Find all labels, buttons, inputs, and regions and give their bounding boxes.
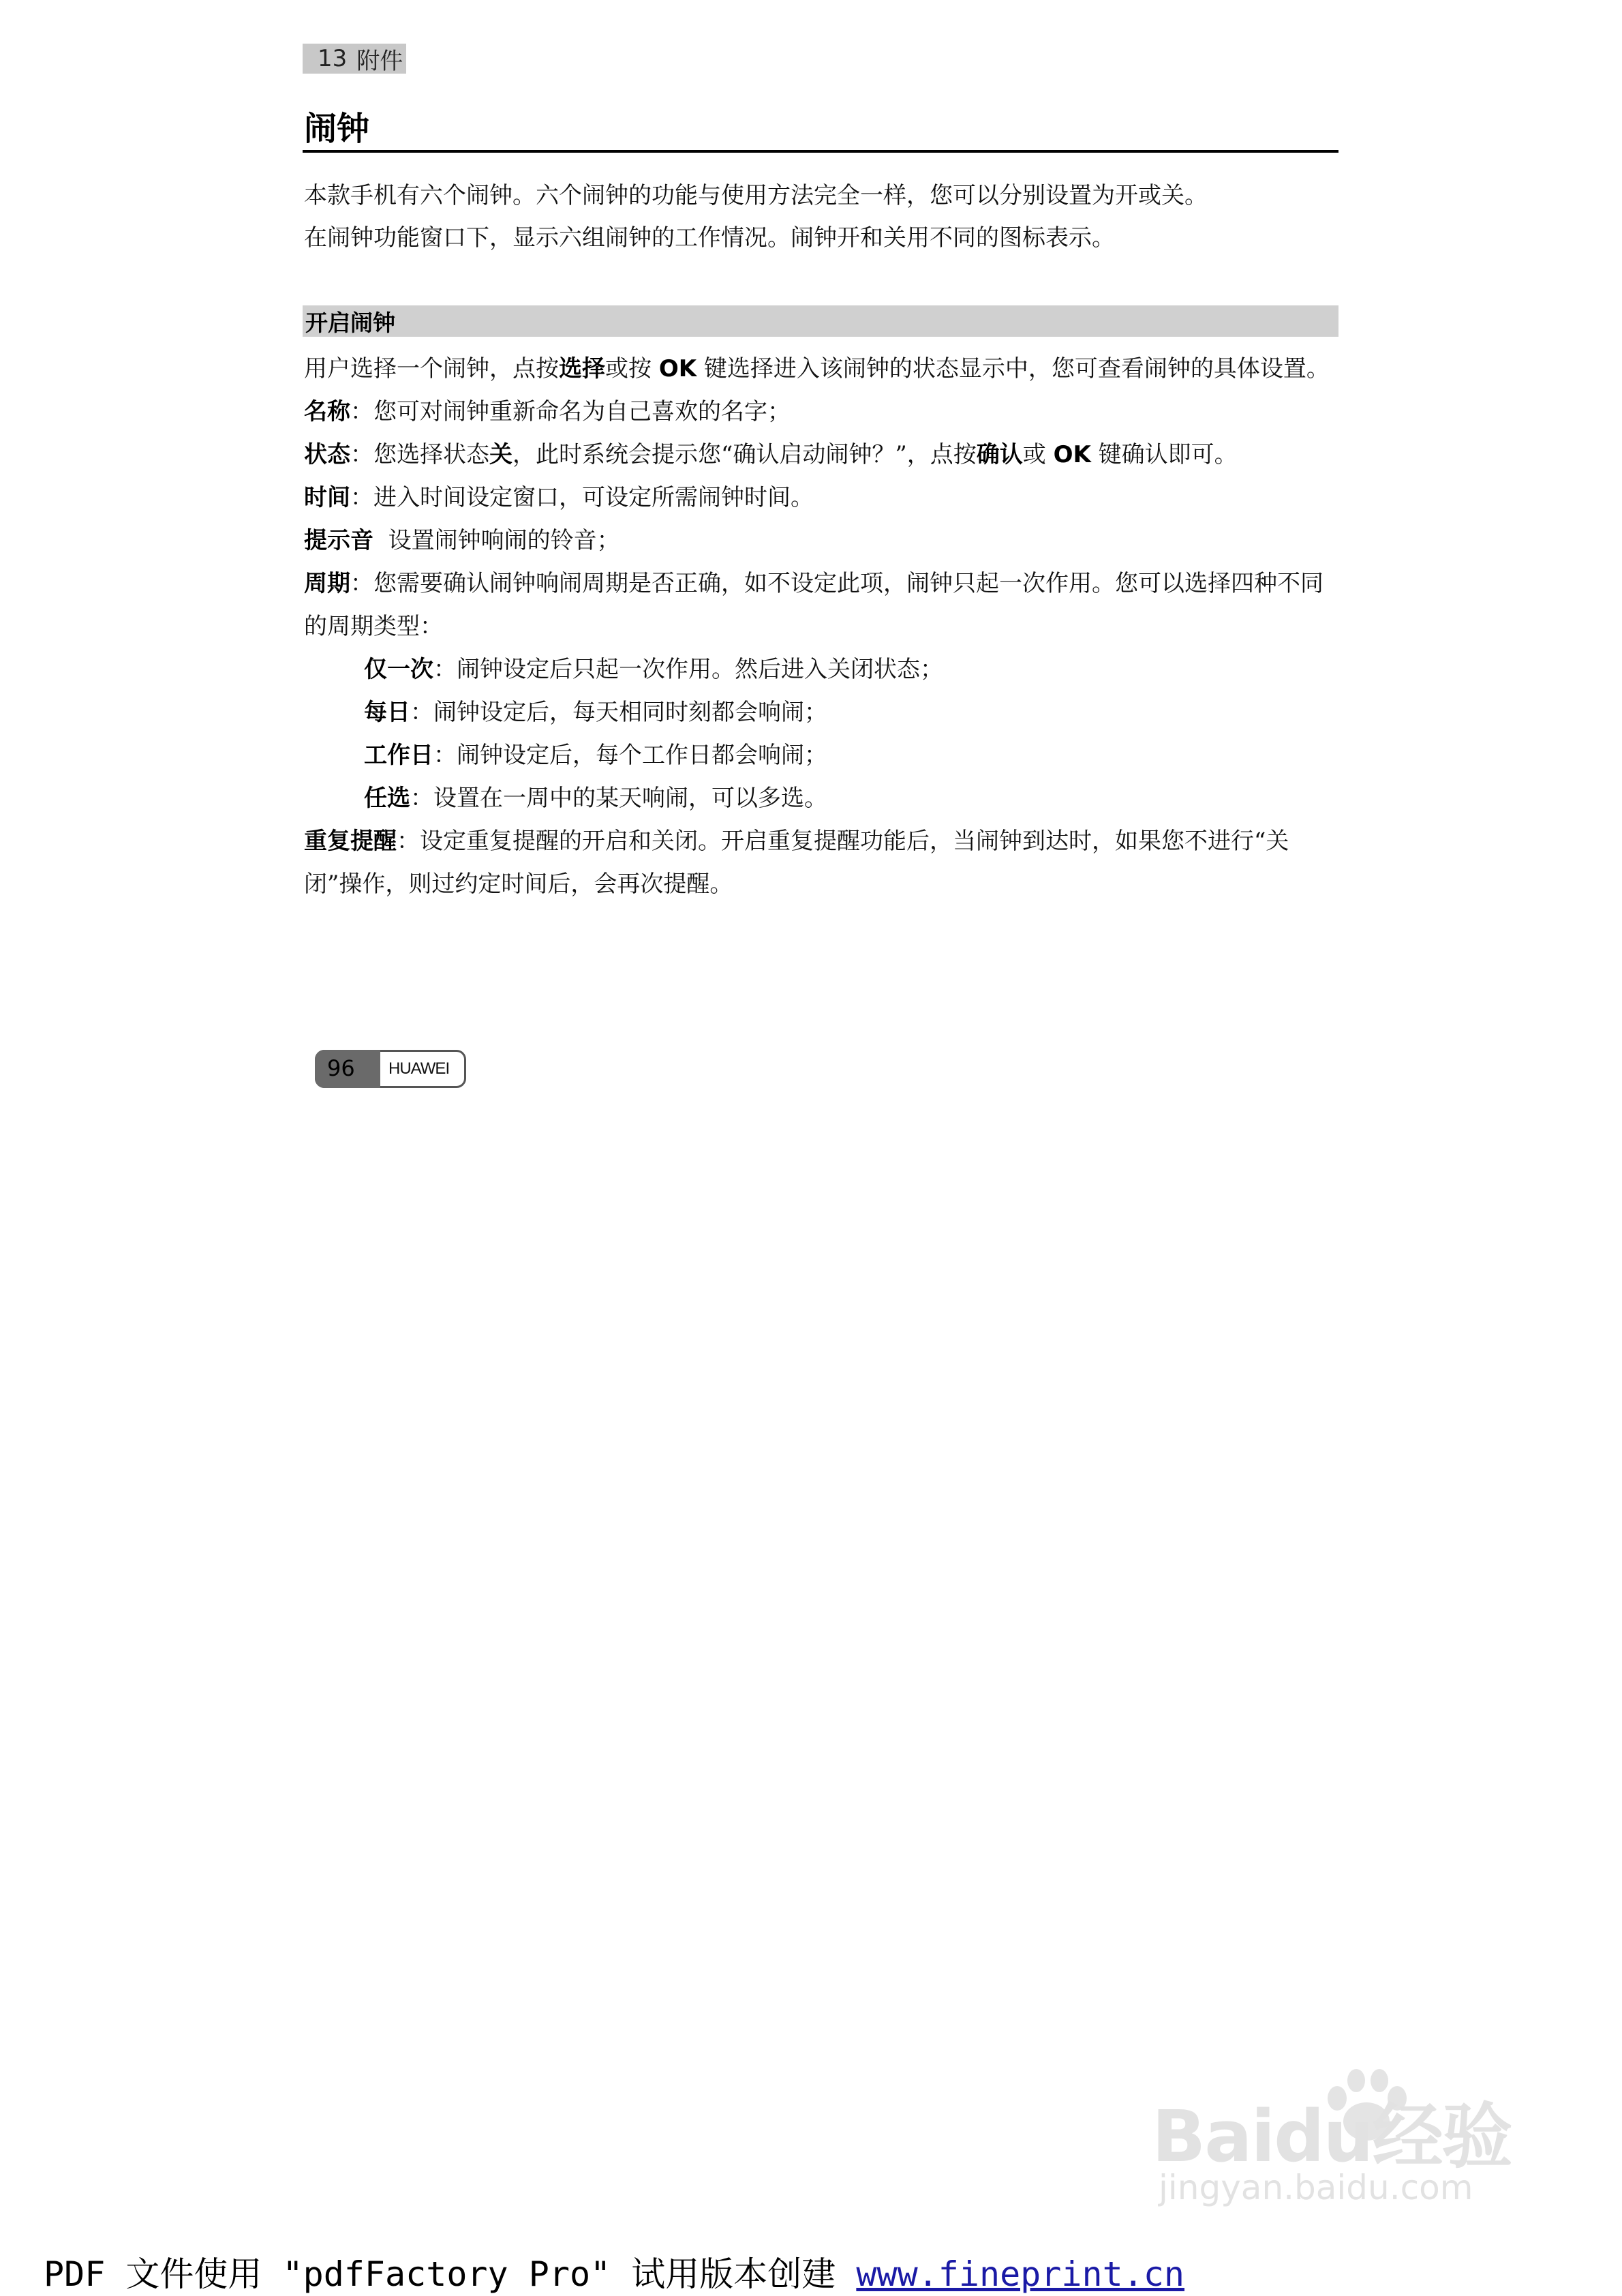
ok-key-label-2: OK (1053, 441, 1091, 468)
section-heading-bar (303, 305, 1338, 337)
time-text: ：进入时间设定窗口，可设定所需闹钟时间。 (350, 484, 814, 511)
page-footer-badge (315, 1050, 466, 1089)
para-text-2: 或按 (605, 355, 659, 382)
tone-label: 提示音 (304, 527, 373, 554)
name-label: 名称 (304, 398, 350, 425)
status-item (304, 434, 1340, 477)
tone-text: 设置闹钟响闹的铃音； (373, 527, 620, 554)
status-text-2: ，此时系统会提示您“确认启动闹钟？”，点按 (512, 441, 977, 468)
period-option (304, 734, 1340, 777)
tone-item (304, 519, 1340, 562)
title-divider (303, 150, 1338, 153)
period-option (304, 648, 1340, 691)
intro-text (304, 175, 1340, 259)
option-text: ：闹钟设定后，每个工作日都会响闹； (433, 742, 827, 769)
section-heading: 开启闹钟 (305, 309, 395, 336)
page-number: 96 (327, 1055, 355, 1081)
select-key-label: 选择 (559, 355, 605, 382)
option-label: 每日 (364, 699, 410, 726)
repeat-text: ：设定重复提醒的开启和关闭。开启重复提醒功能后，当闹钟到达时，如果您不进行“关闭”操作，则过约定时间后，会再次提醒。 (304, 828, 1289, 898)
para-text-1: 用户选择一个闹钟，点按 (304, 355, 559, 382)
repeat-label: 重复提醒 (304, 828, 397, 855)
period-option (304, 777, 1340, 820)
period-text: ：您需要确认闹钟响闹周期是否正确，如不设定此项，闹钟只起一次作用。您可以选择四种不同的周期类型： (304, 570, 1323, 640)
time-label: 时间 (304, 484, 350, 511)
status-text-1: ：您选择状态 (350, 441, 489, 468)
fineprint-link[interactable]: www.fineprint.cn (856, 2254, 1184, 2294)
status-label: 状态 (304, 441, 350, 468)
time-item (304, 477, 1340, 519)
name-item (304, 391, 1340, 434)
intro-line-1: 本款手机有六个闹钟。六个闹钟的功能与使用方法完全一样，您可以分别设置为开或关。 (304, 182, 1208, 209)
status-text-4: 键确认即可。 (1090, 441, 1238, 468)
footer-brand: HUAWEI (388, 1059, 450, 1078)
page-title: 闹钟 (304, 110, 370, 148)
repeat-item (304, 820, 1340, 906)
section-body (304, 348, 1340, 906)
off-label: 关 (489, 441, 512, 468)
option-label: 仅一次 (364, 656, 433, 683)
option-text: ：闹钟设定后，每天相同时刻都会响闹； (410, 699, 827, 726)
ok-key-label: OK (658, 355, 697, 382)
period-option (304, 691, 1340, 734)
period-label: 周期 (304, 570, 350, 597)
confirm-label: 确认 (976, 441, 1023, 468)
option-label: 工作日 (364, 742, 433, 769)
option-text: ：设置在一周中的某天响闹，可以多选。 (410, 785, 827, 812)
chapter-tab (303, 44, 406, 74)
status-text-3: 或 (1022, 441, 1054, 468)
baidu-watermark (1152, 2066, 1533, 2209)
intro-line-2: 在闹钟功能窗口下，显示六组闹钟的工作情况。闹钟开和关用不同的图标表示。 (304, 224, 1115, 252)
chapter-number: 13 (318, 45, 348, 72)
pdf-creator-note (44, 2247, 1184, 2296)
pdf-note-text: PDF 文件使用 "pdfFactory Pro" 试用版本创建 (44, 2254, 857, 2294)
option-text: ：闹钟设定后只起一次作用。然后进入关闭状态； (433, 656, 943, 683)
para-text-3: 键选择进入该闹钟的状态显示中，您可查看闹钟的具体设置。 (697, 355, 1330, 382)
watermark-url: jingyan.baidu.com (1159, 2168, 1473, 2207)
option-label: 任选 (364, 785, 410, 812)
period-item (304, 562, 1340, 648)
chapter-name: 附件 (356, 47, 403, 75)
watermark-brand: Baidu经验 (1152, 2095, 1512, 2178)
intro-paragraph (304, 348, 1340, 391)
name-text: ：您可对闹钟重新命名为自己喜欢的名字； (350, 398, 791, 425)
